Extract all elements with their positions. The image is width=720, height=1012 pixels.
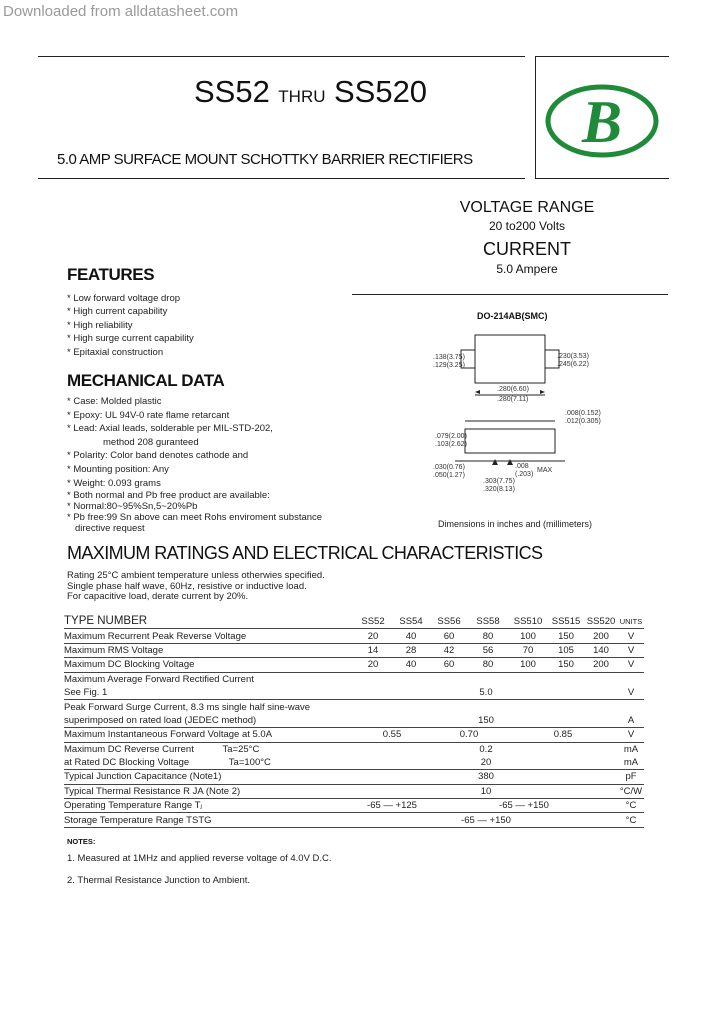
feature-item: * High current capability xyxy=(67,306,168,318)
dim-label: .012(0.305) xyxy=(565,418,601,425)
ratings-notes xyxy=(67,571,325,603)
title-part1: SS52 xyxy=(194,74,270,109)
unit-cell: V xyxy=(618,629,644,643)
table-row xyxy=(64,728,644,742)
header-bottom-rule xyxy=(38,178,525,179)
package-drawing xyxy=(425,325,625,525)
cell: 200 xyxy=(584,658,618,672)
mechanical-item: * Pb free:99 Sn above can meet Rohs enviroment substance xyxy=(67,512,323,524)
unit-cell: V xyxy=(618,643,644,657)
cell: 28 xyxy=(392,643,430,657)
cell: 200 xyxy=(584,629,618,643)
dim-label: .050(1.27) xyxy=(433,472,465,479)
cell: -65 — +150 xyxy=(354,813,618,827)
cell: 60 xyxy=(430,658,468,672)
dim-label: .129(3.25) xyxy=(433,362,465,369)
row-label: See Fig. 1 xyxy=(64,686,354,700)
unit-cell: V xyxy=(618,728,644,742)
unit-cell: pF xyxy=(618,770,644,784)
unit-cell: mA xyxy=(618,756,644,770)
cell: 150 xyxy=(548,629,584,643)
table-row xyxy=(64,813,644,827)
cell: 14 xyxy=(354,643,392,657)
features-list xyxy=(67,292,194,359)
company-logo xyxy=(544,84,660,158)
dim-label: .008 xyxy=(515,463,529,470)
cell: 70 xyxy=(508,643,548,657)
note-2: 2. Thermal Resistance Junction to Ambient. xyxy=(67,875,251,886)
cell: 0.2 xyxy=(479,743,493,755)
table-row xyxy=(64,658,644,672)
unit-cell: °C xyxy=(618,813,644,827)
table-row xyxy=(64,714,644,728)
col-header: SS515 xyxy=(548,615,584,629)
row-label: Maximum DC Blocking Voltage xyxy=(64,658,354,672)
dim-label: .303(7.75) xyxy=(483,478,515,485)
cell: 20 xyxy=(354,629,392,643)
logo-box-left xyxy=(535,56,536,179)
col-header: SS58 xyxy=(468,615,508,629)
cell: 150 xyxy=(354,714,618,728)
cell: 42 xyxy=(430,643,468,657)
feature-item: * Epitaxial construction xyxy=(67,346,164,358)
package-name: DO-214AB(SMC) xyxy=(477,311,548,321)
title-part2: SS520 xyxy=(333,74,428,109)
watermark: Downloaded from alldatasheet.com xyxy=(3,3,239,20)
mechanical-item: * Normal:80~95%Sn,5~20%Pb xyxy=(67,501,198,513)
cell: 0.85 xyxy=(508,728,618,742)
cell: 140 xyxy=(584,643,618,657)
col-header: SS520 xyxy=(584,615,618,629)
cell: 100 xyxy=(508,658,548,672)
logo-letter: B xyxy=(581,89,623,155)
row-label: Maximum Recurrent Peak Reverse Voltage xyxy=(64,629,354,643)
cell: 100 xyxy=(508,629,548,643)
cell: 80 xyxy=(468,658,508,672)
table-row xyxy=(64,643,644,657)
voltage-heading: VOLTAGE RANGE xyxy=(459,199,595,216)
notes-heading: NOTES: xyxy=(67,837,96,846)
current-heading: CURRENT xyxy=(483,239,571,259)
dim-label: .008(0.152) xyxy=(565,410,601,417)
cell: 380 xyxy=(354,770,618,784)
cell: 56 xyxy=(468,643,508,657)
table-header-row xyxy=(64,615,644,629)
mechanical-item: * Epoxy: UL 94V-0 rate flame retarcant xyxy=(67,409,230,421)
col-header: SS52 xyxy=(354,615,392,629)
row-label: superimposed on rated load (JEDEC method) xyxy=(64,714,354,728)
note-1: 1. Measured at 1MHz and applied reverse voltage of 4.0V D.C. xyxy=(67,853,332,864)
col-header: SS510 xyxy=(508,615,548,629)
logo-box-bottom xyxy=(535,178,669,179)
unit-cell: °C xyxy=(618,799,644,813)
voltage-value: 20 to200 Volts xyxy=(488,219,566,233)
logo-box-top xyxy=(535,56,669,57)
ratings-note: Single phase half wave, 60Hz, resistive or inductive load. xyxy=(67,580,307,592)
cell: 5.0 xyxy=(354,686,618,700)
range-rule xyxy=(352,294,668,295)
cell: -65 — +150 xyxy=(430,799,618,813)
row-label: Typical Thermal Resistance R JA (Note 2) xyxy=(64,784,354,798)
cell: 80 xyxy=(468,629,508,643)
ratings-heading: MAXIMUM RATINGS AND ELECTRICAL CHARACTERISTICS xyxy=(67,543,543,563)
dim-label: .230(3.53) xyxy=(557,353,589,360)
row-label: Maximum Average Forward Rectified Current xyxy=(64,673,254,685)
ir-label: Maximum DC Reverse Current xyxy=(64,743,194,755)
unit-cell: mA xyxy=(623,743,639,755)
ir-condition: Ta=25°C xyxy=(222,743,260,755)
cell: 20 xyxy=(354,756,618,770)
table-row xyxy=(64,700,644,714)
row-label xyxy=(64,756,354,770)
ratings-note: For capacitive load, derate current by 20%. xyxy=(67,591,249,602)
ir-condition: Ta=100°C xyxy=(228,757,271,769)
dim-label: .280(6.60) xyxy=(497,386,529,393)
table-row xyxy=(64,799,644,813)
cell: 0.70 xyxy=(430,728,508,742)
feature-item: * High reliability xyxy=(67,319,133,331)
cell: 40 xyxy=(392,658,430,672)
ratings-table xyxy=(64,615,644,828)
dim-label: .103(2.62) xyxy=(435,441,467,448)
package-caption: Dimensions in inches and (millimeters) xyxy=(438,519,593,529)
header-top-rule xyxy=(38,56,525,57)
mechanical-item: * Case: Molded plastic xyxy=(67,396,162,407)
table-row xyxy=(64,672,644,686)
table-row xyxy=(64,770,644,784)
dim-label: .320(8.13) xyxy=(483,486,515,493)
table-row xyxy=(64,742,644,756)
row-label: Peak Forward Surge Current, 8.3 ms single half sine-wave xyxy=(64,701,311,713)
mechanical-list xyxy=(67,395,322,534)
units-header: UNITS xyxy=(618,615,644,629)
cell: 150 xyxy=(548,658,584,672)
unit-cell: A xyxy=(618,714,644,728)
row-label: Typical Junction Capacitance (Note1) xyxy=(64,770,354,784)
mechanical-heading: MECHANICAL DATA xyxy=(67,371,225,390)
dim-label: .030(0.76) xyxy=(433,464,465,471)
feature-item: * High surge current capability xyxy=(67,333,194,345)
mechanical-item: * Weight: 0.093 grams xyxy=(67,477,161,489)
cell: 40 xyxy=(392,629,430,643)
row-label: Maximum Instantaneous Forward Voltage at 5.0A xyxy=(64,728,354,742)
mechanical-item: method 208 guranteed xyxy=(103,436,199,448)
cell: 10 xyxy=(354,784,618,798)
type-number-label: TYPE NUMBER xyxy=(64,615,354,629)
cell: 20 xyxy=(354,658,392,672)
mechanical-item: directive request xyxy=(75,523,145,535)
row-label xyxy=(64,742,354,756)
row-label: Operating Temperature Range Tⱼ xyxy=(64,799,354,813)
dim-label: .079(2.00) xyxy=(435,433,467,440)
table-row xyxy=(64,784,644,798)
row-label: Maximum RMS Voltage xyxy=(64,643,354,657)
page-title xyxy=(194,74,427,110)
feature-item: * Low forward voltage drop xyxy=(67,293,181,304)
mechanical-item: * Mounting position: Any xyxy=(67,463,169,475)
mechanical-item: * Polarity: Color band denotes cathode and xyxy=(67,450,249,462)
features-heading: FEATURES xyxy=(67,265,155,284)
table-row xyxy=(64,686,644,700)
cell: -65 — +125 xyxy=(354,799,430,813)
title-thru: THRU xyxy=(278,87,326,106)
mechanical-item: * Lead: Axial leads, solderable per MIL-STD-202, xyxy=(67,423,273,435)
ir-sub-label: at Rated DC Blocking Voltage xyxy=(64,757,190,769)
cell: 105 xyxy=(548,643,584,657)
dim-label: (.203) xyxy=(515,471,534,478)
subtitle: 5.0 AMP SURFACE MOUNT SCHOTTKY BARRIER RECTIFIERS xyxy=(57,151,473,168)
row-label: Storage Temperature Range TSTG xyxy=(64,813,354,827)
col-header: SS54 xyxy=(392,615,430,629)
dim-label: .280(7.11) xyxy=(497,396,529,403)
unit-cell: °C/W xyxy=(619,785,643,797)
unit-cell: V xyxy=(618,686,644,700)
dim-label: MAX xyxy=(537,467,553,474)
current-value: 5.0 Ampere xyxy=(496,262,558,276)
table-row xyxy=(64,629,644,643)
cell: 60 xyxy=(430,629,468,643)
unit-cell: V xyxy=(618,658,644,672)
mechanical-item: * Both normal and Pb free product are available: xyxy=(67,490,270,502)
ratings-note: Rating 25°C ambient temperature unless otherwies specified. xyxy=(67,570,325,581)
col-header: SS56 xyxy=(430,615,468,629)
table-row xyxy=(64,756,644,770)
dim-label: .138(3.75) xyxy=(433,354,465,361)
dim-label: .245(6.22) xyxy=(557,361,589,368)
cell: 0.55 xyxy=(354,728,430,742)
